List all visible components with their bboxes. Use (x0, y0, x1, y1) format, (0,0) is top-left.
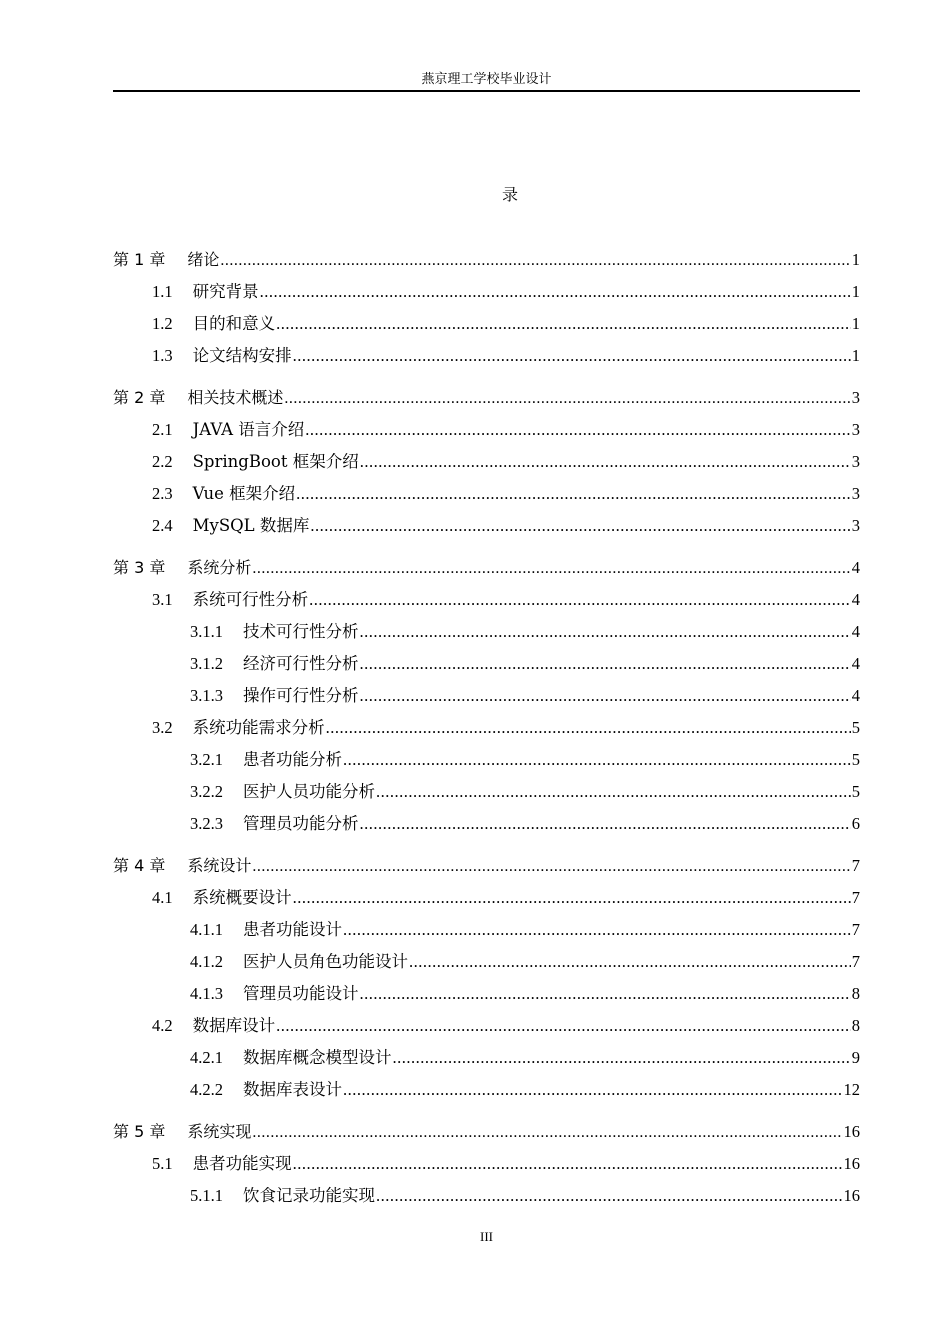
toc-dot-leader (252, 1119, 842, 1147)
toc-subsection-entry[interactable] (113, 650, 860, 682)
toc-entry-number: 3.1.3 (190, 686, 223, 705)
toc-dot-leader (360, 810, 851, 838)
toc-dot-leader (252, 853, 850, 881)
toc-subsection-entry[interactable] (113, 618, 860, 650)
toc-entry-page: 1 (851, 250, 860, 269)
toc-entry-title: JAVA 语言介绍 (192, 420, 305, 439)
toc-entry-number: 第 5 章 (113, 1122, 166, 1141)
toc-entry-title: 数据库概念模型设计 (243, 1048, 392, 1067)
toc-subsection-entry[interactable] (113, 810, 860, 842)
toc-chapter-entry[interactable] (113, 1118, 860, 1150)
toc-subsection-entry[interactable] (113, 746, 860, 778)
toc-subsection-entry[interactable] (113, 778, 860, 810)
toc-entry-number: 3.1.1 (190, 622, 223, 641)
toc-entry-number: 1.2 (152, 314, 173, 333)
toc-entry-title: Vue 框架介绍 (192, 484, 296, 503)
toc-entry-title: 操作可行性分析 (243, 686, 359, 705)
toc-subsection-entry[interactable] (113, 980, 860, 1012)
toc-entry-page: 3 (851, 452, 860, 471)
toc-section-entry[interactable] (113, 586, 860, 618)
toc-entry-number: 3.2 (152, 718, 173, 737)
toc-entry-page: 12 (843, 1080, 860, 1099)
toc-entry-page: 7 (851, 856, 860, 875)
toc-entry-page: 7 (851, 888, 860, 907)
toc-entry-page: 4 (851, 590, 860, 609)
toc-entry-page: 4 (851, 558, 860, 577)
toc-subsection-entry[interactable] (113, 1044, 860, 1076)
toc-entry-title: 饮食记录功能实现 (243, 1186, 375, 1205)
toc-section-entry[interactable] (113, 884, 860, 916)
toc-entry-title: 医护人员功能分析 (243, 782, 375, 801)
toc-entry-page: 5 (851, 782, 860, 801)
toc-entry-title: 系统可行性分析 (192, 590, 309, 609)
toc-dot-leader (305, 416, 850, 444)
toc-dot-leader (343, 1076, 843, 1104)
toc-dot-leader (360, 682, 851, 710)
toc-entry-title: 绪论 (187, 250, 220, 269)
toc-subsection-entry[interactable] (113, 1182, 860, 1214)
toc-entry-number: 2.4 (152, 516, 173, 535)
toc-entry-title: 管理员功能设计 (243, 984, 359, 1003)
toc-entry-page: 8 (851, 1016, 860, 1035)
toc-entry-number: 1.1 (152, 282, 173, 301)
toc-entry-title: 目的和意义 (192, 314, 276, 333)
toc-entry-title: 患者功能设计 (243, 920, 342, 939)
toc-entry-number: 3.1 (152, 590, 173, 609)
toc-title: 录 (501, 185, 518, 204)
toc-section-entry[interactable] (113, 416, 860, 448)
toc-section-entry[interactable] (113, 278, 860, 310)
toc-entry-page: 4 (851, 654, 860, 673)
toc-entry-page: 5 (851, 750, 860, 769)
toc-section-entry[interactable] (113, 714, 860, 746)
toc-section-entry[interactable] (113, 448, 860, 480)
toc-dot-leader (393, 1044, 851, 1072)
toc-entry-page: 16 (843, 1122, 860, 1141)
toc-dot-leader (409, 948, 851, 976)
toc-entry-page: 3 (851, 484, 860, 503)
toc-entry-title: 管理员功能分析 (243, 814, 359, 833)
toc-entry-number: 4.1.1 (190, 920, 223, 939)
toc-dot-leader (276, 310, 851, 338)
toc-section-entry[interactable] (113, 1150, 860, 1182)
toc-entry-page: 6 (851, 814, 860, 833)
toc-entry-number: 1.3 (152, 346, 173, 365)
page-number: III (480, 1229, 493, 1244)
toc-entry-number: 第 1 章 (113, 250, 166, 269)
toc-entry-number: 3.2.3 (190, 814, 223, 833)
toc-entry-page: 4 (851, 686, 860, 705)
toc-entry-title: 医护人员角色功能设计 (243, 952, 408, 971)
toc-entry-title: 相关技术概述 (187, 388, 284, 407)
toc-entry-title: SpringBoot 框架介绍 (192, 452, 359, 471)
toc-entry-page: 3 (851, 516, 860, 535)
toc-entry-number: 4.1.2 (190, 952, 223, 971)
toc-entry-title: 系统分析 (187, 558, 252, 577)
toc-entry-page: 1 (851, 282, 860, 301)
toc-section-entry[interactable] (113, 480, 860, 512)
toc-subsection-entry[interactable] (113, 1076, 860, 1108)
toc-section-entry[interactable] (113, 1012, 860, 1044)
toc-dot-leader (360, 448, 851, 476)
toc-dot-leader (260, 278, 851, 306)
toc-entry-number: 4.2.1 (190, 1048, 223, 1067)
toc-entry-page: 9 (851, 1048, 860, 1067)
toc-section-entry[interactable] (113, 512, 860, 544)
toc-subsection-entry[interactable] (113, 682, 860, 714)
toc-dot-leader (343, 916, 851, 944)
toc-chapter-entry[interactable] (113, 246, 860, 278)
toc-dot-leader (343, 746, 851, 774)
toc-dot-leader (360, 980, 851, 1008)
toc-entry-page: 7 (851, 920, 860, 939)
toc-entry-number: 5.1.1 (190, 1186, 223, 1205)
toc-entry-page: 3 (851, 420, 860, 439)
toc-entry-page: 5 (851, 718, 860, 737)
toc-chapter-entry[interactable] (113, 554, 860, 586)
toc-entry-title: 患者功能分析 (243, 750, 342, 769)
toc-entry-page: 3 (851, 388, 860, 407)
toc-entry-title: 数据库设计 (192, 1016, 276, 1035)
toc-entry-number: 5.1 (152, 1154, 173, 1173)
toc-entry-number: 4.1 (152, 888, 173, 907)
toc-entry-number: 2.3 (152, 484, 173, 503)
toc-section-entry[interactable] (113, 310, 860, 342)
toc-entry-number: 第 3 章 (113, 558, 166, 577)
toc-entry-page: 8 (851, 984, 860, 1003)
toc-dot-leader (276, 1012, 851, 1040)
page-header: 燕京理工学校毕业设计 (421, 72, 552, 87)
toc-dot-leader (284, 385, 850, 413)
toc-entry-number: 3.1.2 (190, 654, 223, 673)
toc-entry-number: 2.1 (152, 420, 173, 439)
toc-entry-title: 论文结构安排 (192, 346, 292, 365)
table-of-contents (113, 246, 860, 1214)
toc-entry-number: 第 4 章 (113, 856, 166, 875)
toc-entry-title: 系统设计 (187, 856, 252, 875)
toc-entry-title: 系统概要设计 (192, 888, 292, 907)
toc-entry-title: 患者功能实现 (192, 1154, 292, 1173)
toc-dot-leader (293, 884, 851, 912)
toc-entry-title: MySQL 数据库 (192, 516, 310, 535)
toc-entry-page: 16 (843, 1186, 860, 1205)
toc-dot-leader (360, 650, 851, 678)
toc-entry-page: 1 (851, 314, 860, 333)
toc-entry-page: 4 (851, 622, 860, 641)
toc-dot-leader (252, 555, 850, 583)
toc-dot-leader (293, 1150, 843, 1178)
toc-entry-title: 研究背景 (192, 282, 259, 301)
toc-dot-leader (296, 480, 851, 508)
toc-entry-title: 数据库表设计 (243, 1080, 342, 1099)
toc-dot-leader (220, 247, 850, 275)
toc-chapter-entry[interactable] (113, 852, 860, 884)
toc-entry-page: 1 (851, 346, 860, 365)
toc-entry-title: 经济可行性分析 (243, 654, 359, 673)
toc-entry-title: 系统实现 (187, 1122, 252, 1141)
toc-dot-leader (376, 1182, 843, 1210)
toc-dot-leader (310, 512, 850, 540)
toc-entry-number: 4.1.3 (190, 984, 223, 1003)
toc-entry-title: 系统功能需求分析 (192, 718, 325, 737)
toc-section-entry[interactable] (113, 342, 860, 374)
toc-dot-leader (376, 778, 851, 806)
toc-dot-leader (293, 342, 851, 370)
toc-dot-leader (309, 586, 851, 614)
toc-entry-page: 16 (843, 1154, 860, 1173)
toc-chapter-entry[interactable] (113, 384, 860, 416)
toc-entry-number: 4.2.2 (190, 1080, 223, 1099)
toc-entry-number: 4.2 (152, 1016, 173, 1035)
toc-entry-number: 第 2 章 (113, 388, 166, 407)
toc-dot-leader (326, 714, 851, 742)
toc-dot-leader (360, 618, 851, 646)
toc-entry-number: 2.2 (152, 452, 173, 471)
toc-subsection-entry[interactable] (113, 948, 860, 980)
toc-entry-number: 3.2.2 (190, 782, 223, 801)
toc-subsection-entry[interactable] (113, 916, 860, 948)
header-rule (113, 90, 860, 92)
toc-entry-page: 7 (851, 952, 860, 971)
toc-entry-title: 技术可行性分析 (243, 622, 359, 641)
toc-entry-number: 3.2.1 (190, 750, 223, 769)
